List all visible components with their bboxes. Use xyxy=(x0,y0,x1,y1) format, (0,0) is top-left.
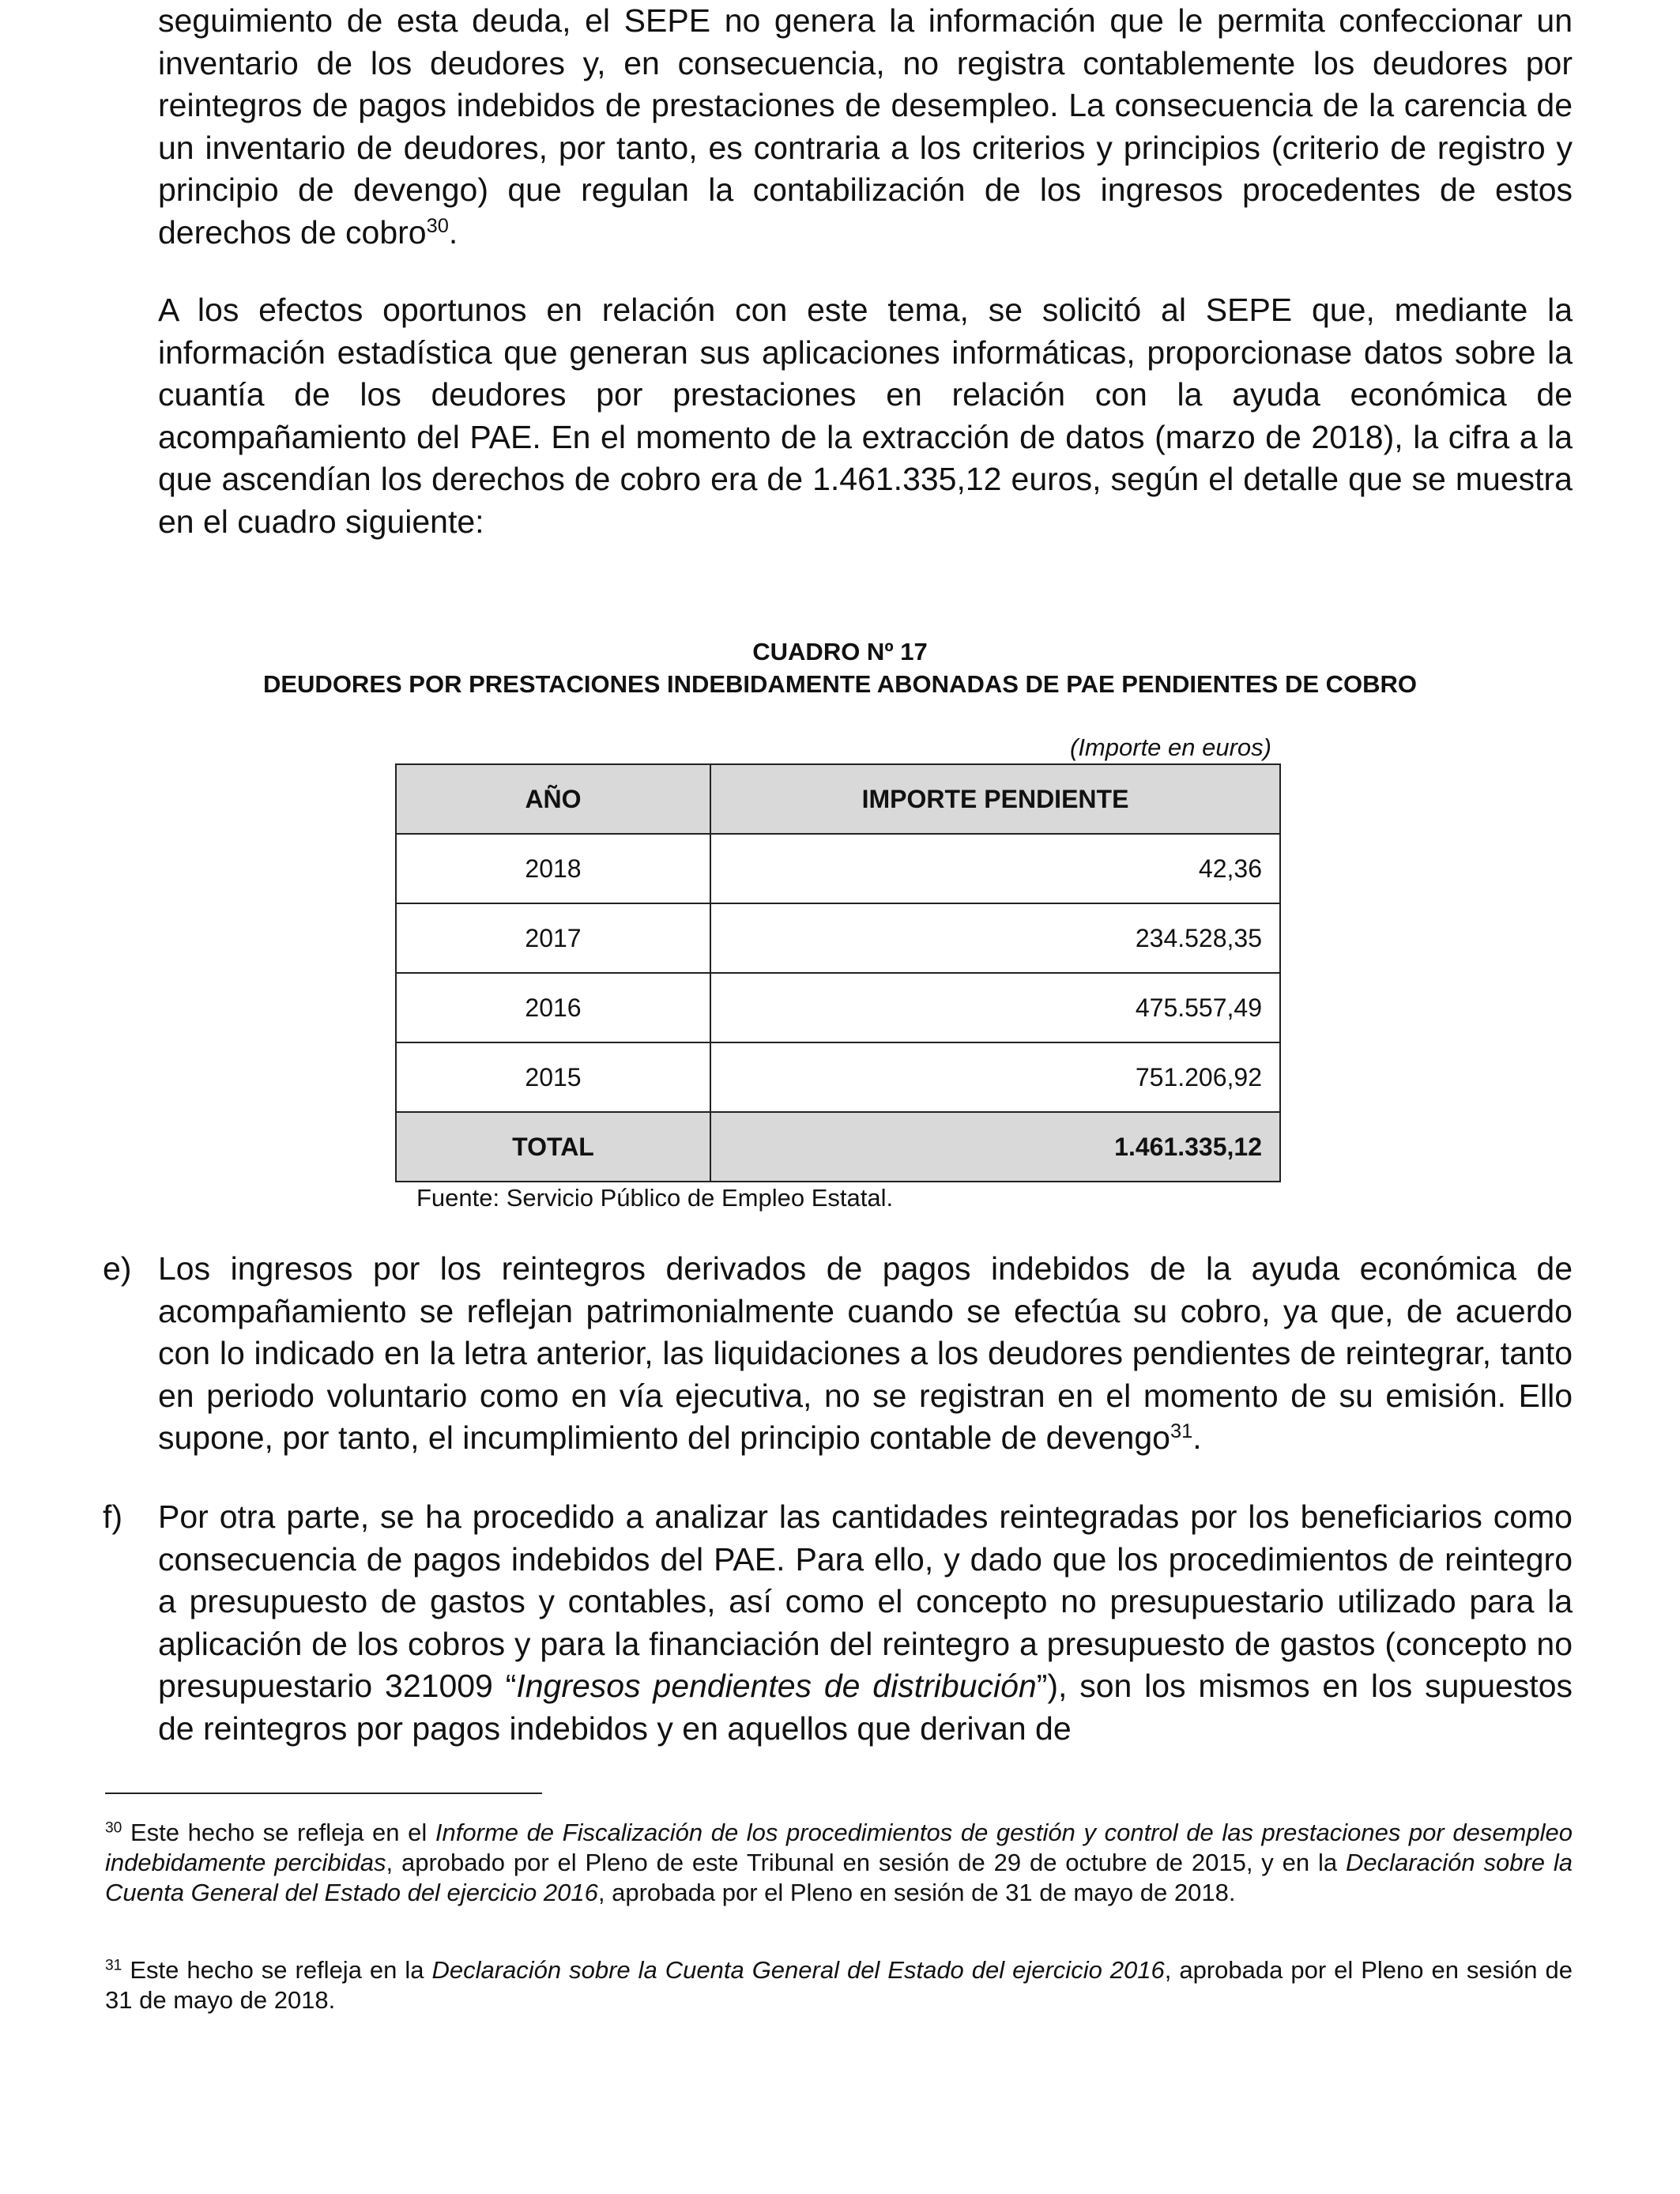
item-f-marker: f) xyxy=(103,1498,123,1535)
header-year: AÑO xyxy=(396,764,710,834)
table-row xyxy=(396,973,1280,1042)
table-title: DEUDORES POR PRESTACIONES INDEBIDAMENTE ABONADAS DE PAE PENDIENTES DE COBRO xyxy=(262,670,1418,698)
footnote-ref-31[interactable]: 31 xyxy=(1170,1420,1193,1443)
footnote-ref-30[interactable]: 30 xyxy=(426,214,449,237)
paragraph-2: A los efectos oportunos en relación con este tema, se solicitó al SEPE que, mediante la información estadística que generan sus aplicaciones informáticas, proporcionase datos sobre la cuantía de los deudores por prestaciones en relación con la ayuda económica de acompañamiento del PAE. En el momento de la extracción de datos (marzo de 2018), la cifra a la que ascendían los derechos de cobro era de 1.461.335,12 euros, según el detalle que se muestra en el cuadro siguiente: xyxy=(158,292,1573,540)
footnote-separator xyxy=(105,1793,542,1794)
row-year: 2018 xyxy=(396,834,710,903)
row-year: 2017 xyxy=(396,903,710,973)
item-e-paragraph: Los ingresos por los reintegros derivados de pagos indebidos de la ayuda económica de acompañamiento se reflejan patrimonialmente cuando se efectúa su cobro, ya que, de acuerdo con lo indicado en la letra anterior, las liquidaciones a los deudores pendientes de reintegrar, tanto en periodo voluntario como en vía ejecutiva, no se registran en el momento de su emisión. Ello supone, por tanto, el incumplimiento del principio contable de devengo$^{31}$. xyxy=(158,1250,1573,1456)
row-year: 2015 xyxy=(396,1042,710,1112)
item-e-text: Los ingresos por los reintegros derivados de pagos indebidos de la ayuda económica de acompañamiento se reflejan patrimonialmente cuando se efectúa su cobro, ya que, de acuerdo con lo indicado en la letra anterior, las liquidaciones a los deudores pendientes de reintegrar, tanto en periodo voluntario como en vía ejecutiva, no se registran en el momento de su emisión. Ello supone, por tanto, el incumplimiento del principio contable de devengo xyxy=(158,1250,1573,1456)
footnote-31: $^{31}$ Este hecho se refleja en la Declaración sobre la Cuenta General del Estado del ejercicio 2016, aprobada por el Pleno en sesión de 31 de mayo de 2018. xyxy=(105,1956,1573,2014)
item-e-marker: e) xyxy=(103,1250,132,1287)
item-f-paragraph: Por otra parte, se ha procedido a analizar las cantidades reintegradas por los beneficiarios como consecuencia de pagos indebidos del PAE. Para ello, y dado que los procedimientos de reintegro a presupuesto de gastos y contables, así como el concepto no presupuestario utilizado para la aplicación de los cobros y para la financiación del reintegro a presupuesto de gastos (concepto no presupuestario 321009 “Ingresos pendientes de distribución”), son los mismos en los supuestos de reintegros por pagos indebidos y en aquellos que derivan de xyxy=(158,1498,1573,1747)
row-amount: 234.528,35 xyxy=(710,903,1280,973)
table-total-row xyxy=(396,1112,1280,1182)
row-amount: 751.206,92 xyxy=(710,1042,1280,1112)
table-row xyxy=(396,1042,1280,1112)
table-header-row xyxy=(396,764,1280,834)
row-year: 2016 xyxy=(396,973,710,1042)
item-f-italic-concept: Ingresos pendientes de distribución xyxy=(516,1668,1037,1704)
debtors-table xyxy=(395,763,1281,1182)
footnote-30: $^{30}$ Este hecho se refleja en el Informe de Fiscalización de los procedimientos de gestión y control de las prestaciones por desempleo indebidamente percibidas, aprobado por el Pleno de este Tribunal en sesión de 29 de octubre de 2015, y en la Declaración sobre la Cuenta General del Estado del ejercicio 2016, aprobada por el Pleno en sesión de 31 de mayo de 2018. xyxy=(105,1819,1573,1906)
row-amount: 475.557,49 xyxy=(710,973,1280,1042)
footnote-number: 31 xyxy=(105,1957,122,1974)
table-number: CUADRO Nº 17 xyxy=(752,638,928,665)
total-label: TOTAL xyxy=(396,1112,710,1182)
table-row xyxy=(396,834,1280,903)
header-amount: IMPORTE PENDIENTE xyxy=(710,764,1280,834)
total-amount: 1.461.335,12 xyxy=(710,1112,1280,1182)
paragraph-1-text: seguimiento de esta deuda, el SEPE no genera la información que le permita confeccionar un inventario de los deudores y, en consecuencia, no registra contablemente los deudores por reintegros de pagos indebidos de prestaciones de desempleo. La consecuencia de la carencia de un inventario de deudores, por tanto, es contraria a los criterios y principios (criterio de registro y principio de devengo) que regulan la contabilización de los ingresos procedentes de estos derechos de cobro xyxy=(158,2,1573,251)
footnote-number: 30 xyxy=(105,1819,122,1837)
table-units: (Importe en euros) xyxy=(1070,733,1271,761)
table-source: Fuente: Servicio Público de Empleo Estatal. xyxy=(416,1184,894,1212)
table-row xyxy=(396,903,1280,973)
paragraph-1: seguimiento de esta deuda, el SEPE no genera la información que le permita confeccionar un inventario de los deudores y, en consecuencia, no registra contablemente los deudores por reintegros de pagos indebidos de prestaciones de desempleo. La consecuencia de la carencia de un inventario de deudores, por tanto, es contraria a los criterios y principios (criterio de registro y principio de devengo) que regulan la contabilización de los ingresos procedentes de estos derechos de cobro$^{30}$. xyxy=(158,2,1573,251)
row-amount: 42,36 xyxy=(710,834,1280,903)
